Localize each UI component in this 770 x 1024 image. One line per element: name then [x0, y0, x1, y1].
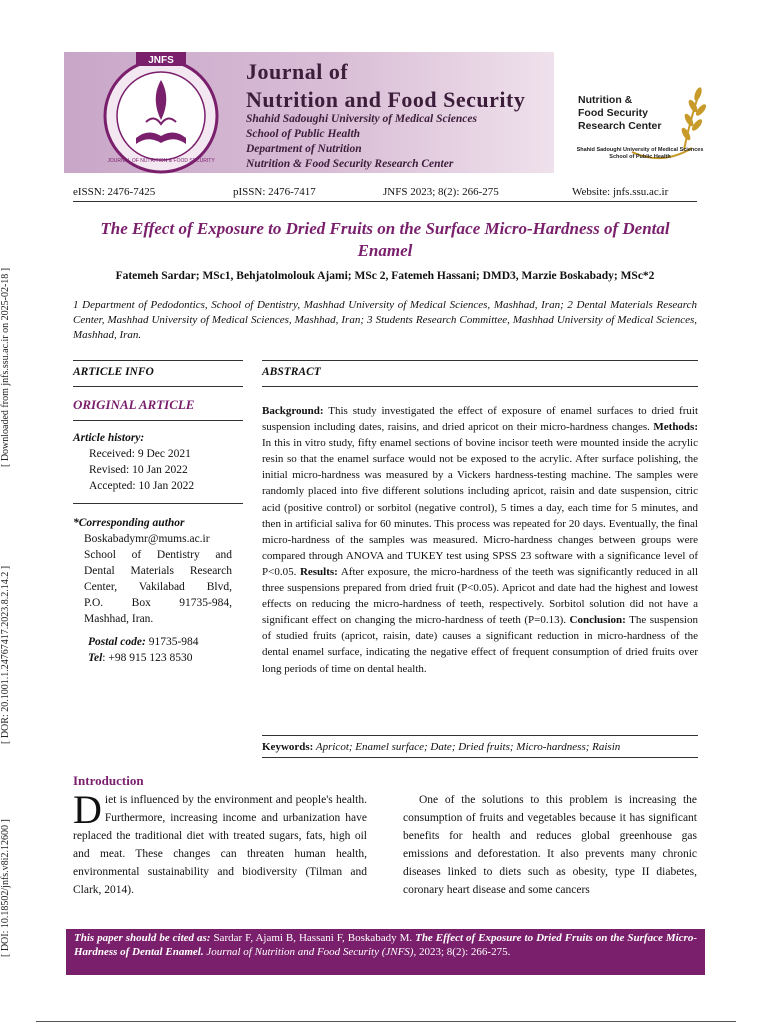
corr-email[interactable]: Boskabadymr@mums.ac.ir [84, 533, 210, 545]
divider [262, 360, 698, 361]
footer-rule [36, 1021, 736, 1022]
corr-address-line: Center, Vakilabad Blvd, [84, 581, 232, 593]
history-label: Article history: [73, 432, 145, 444]
methods-label: Methods: [653, 421, 698, 434]
pissn: pISSN: 2476-7417 [233, 186, 316, 198]
journal-title [246, 58, 576, 114]
journal-logo [96, 50, 226, 175]
side-doi-stamp: [ DOI: 10.18502/jnfs.v8i2.12600 ] [0, 819, 11, 957]
divider [262, 757, 698, 758]
authors: Fatemeh Sardar; MSc1, Behjatolmolouk Ajami; MSc 2, Fatemeh Hassani; DMD3, Marzie Boskabady; MSc*2 [115, 270, 655, 282]
citation-title: The Effect of Exposure to Dried Fruits on the Surface Micro-Hardness of Dental Enamel. [74, 932, 697, 958]
citation-box [66, 929, 705, 975]
drop-cap: D [73, 787, 102, 832]
article-title: The Effect of Exposure to Dried Fruits on the Surface Micro-Hardness of Dental Enamel [100, 219, 670, 260]
citation-label: This paper should be cited as: [74, 932, 211, 944]
abstract-body [262, 403, 698, 677]
side-dor-stamp: [ DOR: 20.1001.1.24767417.2023.8.2.14.2 ] [0, 565, 11, 744]
citation-journal: Journal of Nutrition and Food Security (JNFS), [203, 945, 417, 958]
accepted-date: Accepted: 10 Jan 2022 [89, 480, 195, 492]
corr-address-line: Mashhad, Iran. [84, 613, 154, 625]
corr-label: *Corresponding author [73, 517, 185, 529]
intro-left-column [73, 787, 367, 899]
rc-univ-line2: School of Public Health [609, 154, 671, 160]
corr-address-line: P.O. Box 91735-984, [84, 597, 232, 609]
header-university: Shahid Sadoughi University of Medical Sciences [246, 113, 477, 125]
affiliations: 1 Department of Pedodontics, School of Dentistry, Mashhad University of Medical Sciences, Mashhad, Iran; 2 Dental Materials Research Center, Mashhad University of Medical Sciences, Mashhad, Iran; 3 Students Research Committee, Mashhad University of Medical Sciences, Mashhad, Iran. [73, 299, 697, 341]
results-text: After exposure, the micro-hardness of the teeth was significantly reduced in all three suspensions prepared from dried fruit (P<0.05). Apricot and date had the highest and lowest effects on reducing the micro-hardness of teeth, respectively. Sorbitol solution did not have a significant effect on changing the micro-hardness of teeth (P=0.13). [262, 565, 699, 627]
badge-ring-text: JOURNAL OF NUTRITION & FOOD SECURITY [107, 158, 215, 164]
website[interactable]: Website: jnfs.ssu.ac.ir [572, 186, 669, 198]
header-department: Department of Nutrition [246, 143, 362, 155]
rc-line3: Research Center [578, 120, 662, 132]
side-download-stamp: [ Downloaded from jnfs.ssu.ac.ir on 2025-02-18 ] [0, 267, 11, 467]
citation-authors: Sardar F, Ajami B, Hassani F, Boskabady M. [210, 932, 416, 944]
research-center-name [578, 94, 661, 133]
corresponding-author [73, 515, 232, 627]
journal-title-line2: Nutrition and Food Security [246, 87, 526, 112]
corr-address-line: Dental Materials Research [84, 565, 232, 577]
header-affiliations [246, 112, 556, 172]
results-label: Results: [299, 565, 338, 578]
header-school: School of Public Health [246, 128, 361, 140]
received-date: Received: 9 Dec 2021 [89, 448, 191, 460]
divider [73, 503, 243, 504]
revised-date: Revised: 10 Jan 2022 [89, 464, 188, 476]
issn-row [73, 186, 697, 202]
eissn: eISSN: 2476-7425 [73, 186, 156, 198]
background-label: Background: [262, 405, 324, 417]
postal-value: 91735-984 [145, 636, 199, 648]
header-center: Nutrition & Food Security Research Center [246, 158, 454, 170]
tel-value: : +98 915 123 8530 [102, 652, 193, 664]
abstract-heading: ABSTRACT [262, 366, 321, 378]
journal-title-line1: Journal of [246, 59, 349, 84]
badge-title: JNFS [148, 55, 174, 66]
divider [73, 420, 243, 421]
keywords-text: Apricot; Enamel surface; Date; Dried fruits; Micro-hardness; Raisin [313, 741, 621, 753]
postal-info [88, 634, 199, 666]
article-history [73, 430, 194, 494]
article-type: ORIGINAL ARTICLE [73, 397, 195, 412]
intro-left-text: iet is influenced by the environment and people's health. Furthermore, increasing income and urbanization have replaced the traditional diet with treated sugars, fats, high oil and meat. These changes can threaten human health, environmental sustainability and biodiversity (Tilman and Clark, 2014). [73, 794, 367, 896]
conclusion-text: The suspension of studied fruits (apricot, raisin, date) causes a significant reduction in micro-hardness of the dental enamel surface, indicating the negative effect of frequent consumption of dried fruits over long periods of time on dental health. [262, 614, 698, 675]
background-text: This study investigated the effect of exposure of enamel surfaces to dried fruit suspension including dates, raisins, and dried apricot on their micro-hardness changes. [262, 405, 698, 434]
postal-label: Postal code: [88, 636, 146, 648]
conclusion-label: Conclusion: [569, 614, 626, 627]
divider [262, 386, 698, 387]
methods-text: In this in vitro study, fifty enamel sections of bovine incisor teeth were mounted inside the acrylic resin so that the enamel surface would not be exposed to the acrylic. After surface polishing, the initial micro-hardness was measured by a Vickers hardness-testing machine. The samples were randomly placed into five different solutions including apricot, raisin and date suspension, citric acid (positive control) or sorbitol (negative control), 5 times a day, each time for 5 minutes, and then in artificial saliva for 60 minutes. This process was repeated for 20 days. Eventually, the final micro-hardness of the samples was measured. Micro-hardness changes between groups were compared through ANOVA and TUKEY test using SPSS 23 software with a significance level of P<0.05. [262, 437, 698, 578]
rc-line2: Food Security [578, 107, 649, 119]
divider [73, 360, 243, 361]
divider [73, 386, 243, 387]
divider [262, 735, 698, 736]
article-info-heading: ARTICLE INFO [73, 366, 154, 378]
citation-ref: 2023; 8(2): 266-275. [416, 945, 511, 958]
intro-right-column: One of the solutions to this problem is increasing the consumption of fruits and vegetables because it has significant benefits for health and reduces global greenhouse gas emissions and deforestation. It also prevents many chronic diseases linked to diets such as obesity, type II diabetes, coronary heart disease and some cancers [403, 794, 697, 896]
rc-univ-line1: Shahid Sadoughi University of Medical Sciences [576, 147, 704, 153]
journal-reference: JNFS 2023; 8(2): 266-275 [383, 186, 499, 198]
introduction-heading: Introduction [73, 773, 144, 788]
research-center-university [570, 147, 710, 161]
rc-line1: Nutrition & [578, 94, 633, 106]
corr-address-line: School of Dentistry and [84, 549, 232, 561]
keywords-label: Keywords: [262, 741, 314, 753]
tel-label: Tel [88, 652, 103, 664]
keywords [262, 741, 698, 753]
